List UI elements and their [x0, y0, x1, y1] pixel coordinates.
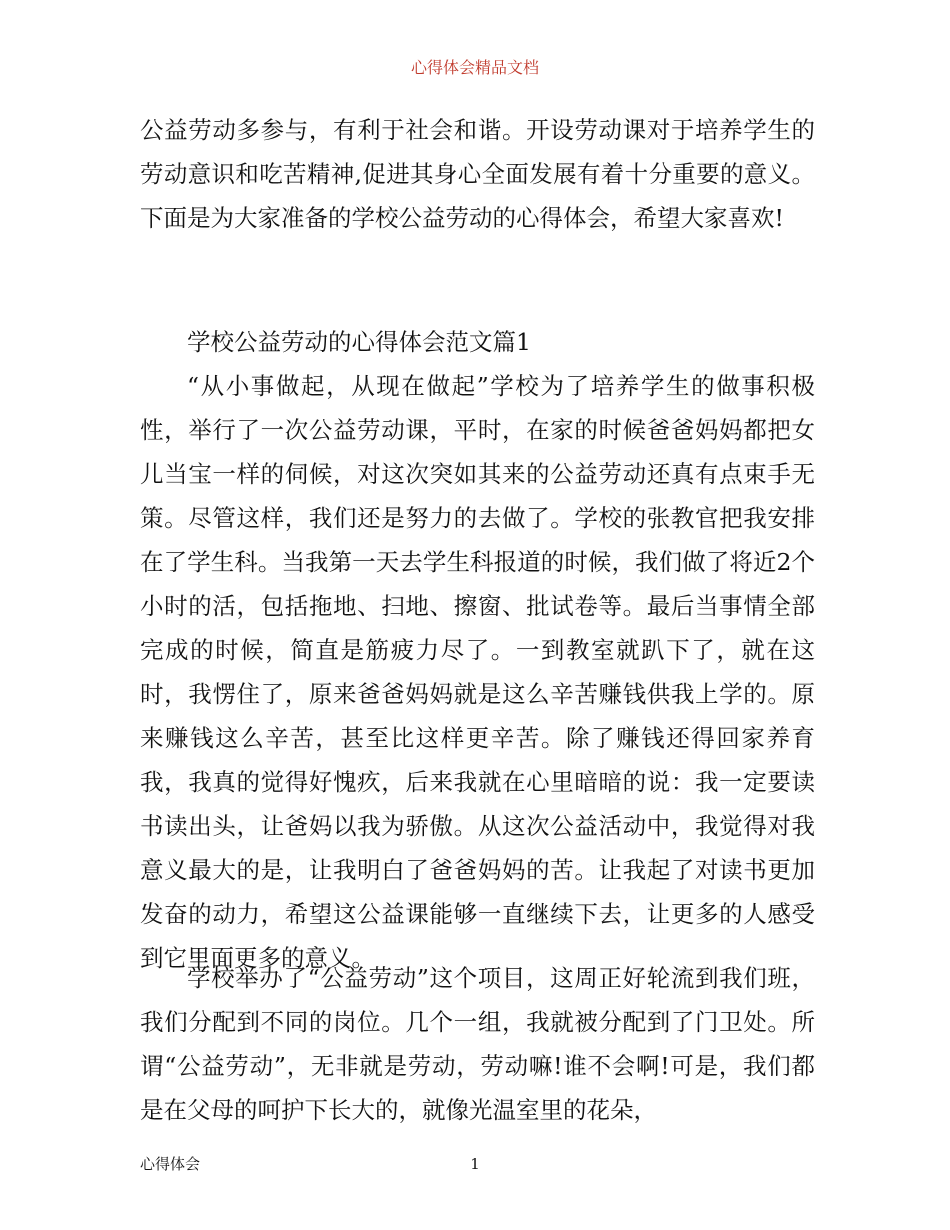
paragraph-1-block	[140, 364, 815, 980]
intro-block	[140, 108, 815, 240]
section-heading: 学校公益劳动的心得体会范文篇1	[187, 328, 531, 356]
footer-label: 心得体会	[140, 1155, 201, 1173]
body-paragraph-1: “从小事做起，从现在做起”学校为了培养学生的做事积极性，举行了一次公益劳动课，平时，在家的时候爸爸妈妈都把女儿当宝一样的伺候，对这次突如其来的公益劳动还真有点束手无策。尽管这样，我们还是努力的去做了。学校的张教官把我安排在了学生科。当我第一天去学生科报道的时候，我们做了将近2个小时的活，包括拖地、扫地、擦窗、批试卷等。最后当事情全部完成的时候，简直是筋疲力尽了。一到教室就趴下了，就在这时，我愣住了，原来爸爸妈妈就是这么辛苦赚钱供我上学的。原来赚钱这么辛苦，甚至比这样更辛苦。除了赚钱还得回家养育我，我真的觉得好愧疚，后来我就在心里暗暗的说：我一定要读书读出头，让爸妈以我为骄傲。从这次公益活动中，我觉得对我意义最大的是，让我明白了爸爸妈妈的苦。让我起了对读书更加发奋的动力，希望这公益课能够一直继续下去，让更多的人感受到它里面更多的意义。	[140, 372, 815, 972]
intro-paragraph: 公益劳动多参与，有利于社会和谐。开设劳动课对于培养学生的劳动意识和吃苦精神,促进其身心全面发展有着十分重要的意义。下面是为大家准备的学校公益劳动的心得体会，希望大家喜欢!	[140, 116, 815, 232]
paragraph-2-block	[140, 956, 815, 1132]
section-heading-block	[140, 320, 815, 364]
body-paragraph-2: 学校举办了“公益劳动”这个项目，这周正好轮流到我们班，我们分配到不同的岗位。几个一组，我就被分配到了门卫处。所谓“公益劳动”，无非就是劳动，劳动嘛!谁不会啊!可是，我们都是在父母的呵护下长大的，就像光温室里的花朵，	[140, 964, 815, 1124]
header-title: 心得体会精品文档	[410, 58, 539, 77]
footer-page-number: 1	[470, 1155, 480, 1173]
